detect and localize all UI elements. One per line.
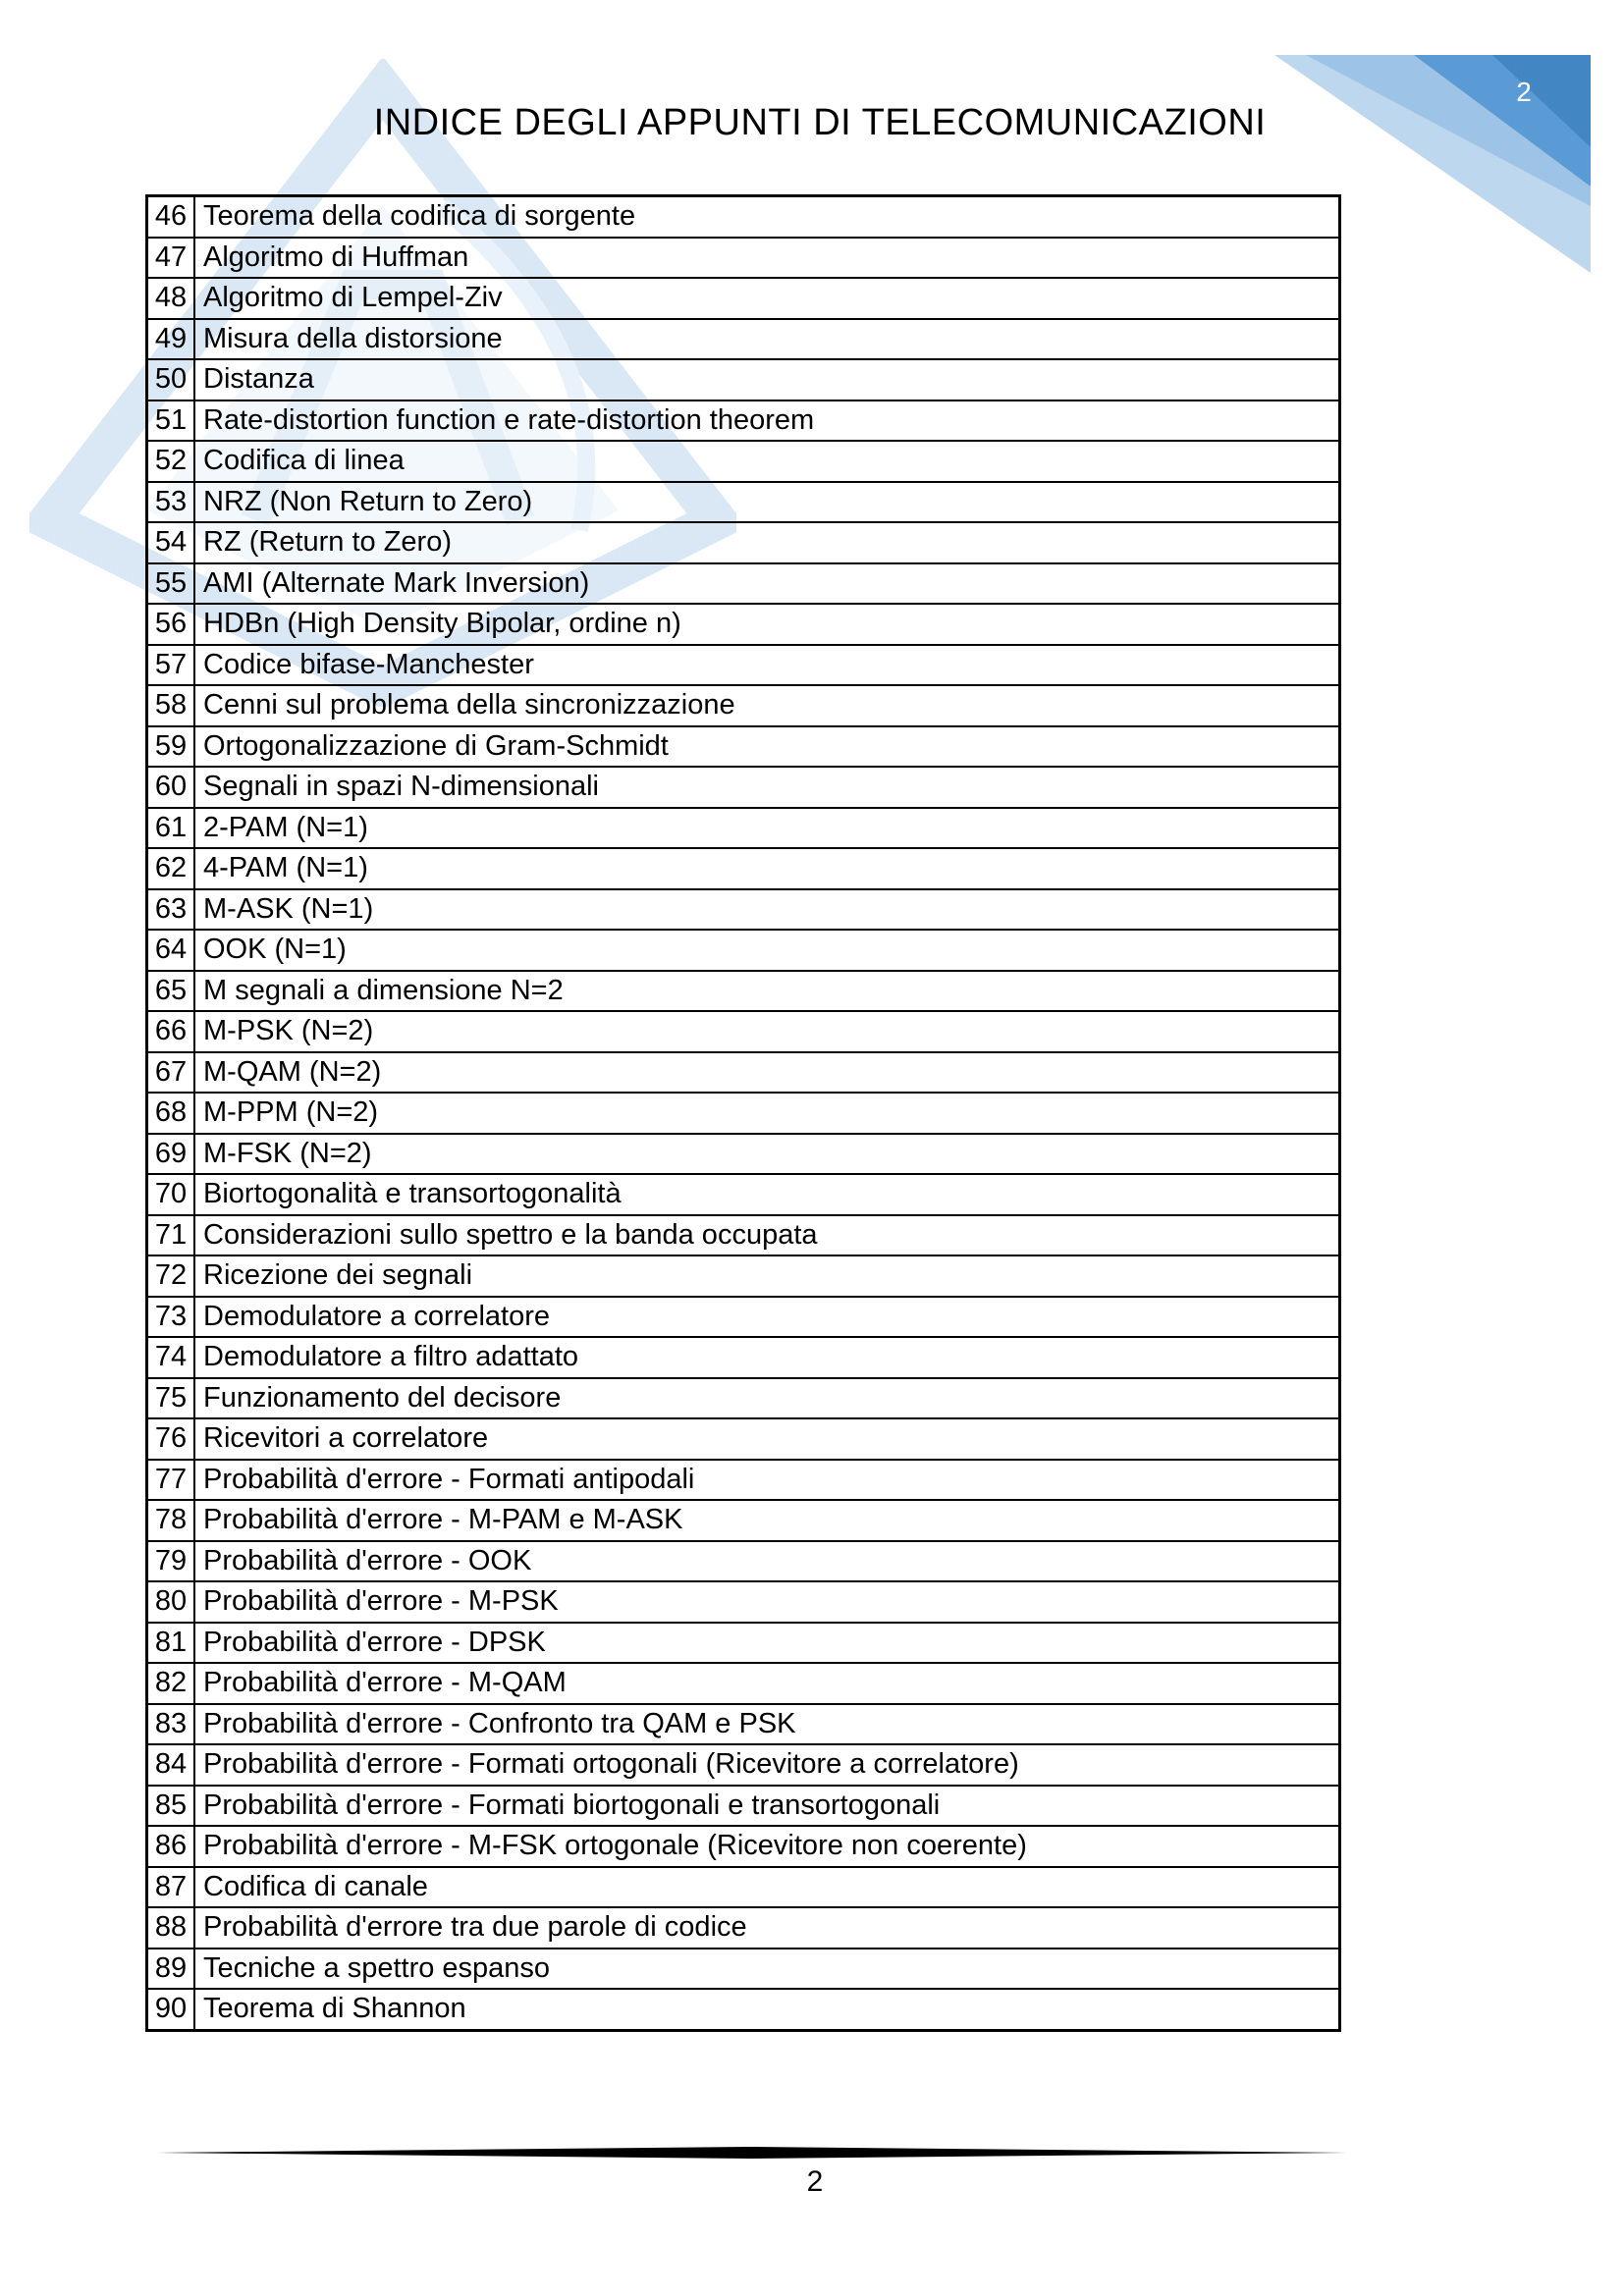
toc-row xyxy=(147,1378,1340,1419)
toc-row-number: 59 xyxy=(147,726,195,768)
toc-row xyxy=(147,1460,1340,1501)
toc-row xyxy=(147,1744,1340,1786)
footer-page-number: 2 xyxy=(806,2165,824,2198)
toc-row xyxy=(147,685,1340,726)
toc-row xyxy=(147,1704,1340,1745)
toc-row-title: Rate-distortion function e rate-distortion theorem xyxy=(194,400,1340,442)
toc-row-title: Probabilità d'errore - Confronto tra QAM e PSK xyxy=(194,1704,1340,1745)
toc-row-number: 60 xyxy=(147,767,195,808)
toc-row-title: M-PSK (N=2) xyxy=(194,1011,1340,1052)
toc-row xyxy=(147,196,1340,238)
toc-row-title: Teorema della codifica di sorgente xyxy=(194,196,1340,238)
toc-row xyxy=(147,1623,1340,1664)
toc-row-number: 54 xyxy=(147,522,195,563)
toc-row-title: Segnali in spazi N-dimensionali xyxy=(194,767,1340,808)
toc-row xyxy=(147,1826,1340,1867)
toc-row-number: 83 xyxy=(147,1704,195,1745)
toc-row xyxy=(147,1174,1340,1215)
toc-row xyxy=(147,645,1340,686)
toc-row-number: 51 xyxy=(147,400,195,442)
toc-row-number: 56 xyxy=(147,604,195,645)
toc-row-title: Probabilità d'errore - Formati antipodali xyxy=(194,1460,1340,1501)
toc-row-title: Algoritmo di Huffman xyxy=(194,238,1340,279)
toc-row-title: M-PPM (N=2) xyxy=(194,1093,1340,1134)
toc-row-title: Considerazioni sullo spettro e la banda occupata xyxy=(194,1215,1340,1256)
toc-row-number: 67 xyxy=(147,1052,195,1094)
toc-row-title: Codifica di linea xyxy=(194,441,1340,482)
toc-row-number: 78 xyxy=(147,1500,195,1541)
toc-row-number: 84 xyxy=(147,1744,195,1786)
toc-row xyxy=(147,1255,1340,1297)
toc-row xyxy=(147,1418,1340,1460)
toc-row-title: Probabilità d'errore - M-PSK xyxy=(194,1581,1340,1623)
toc-row xyxy=(147,278,1340,319)
toc-row xyxy=(147,1867,1340,1908)
toc-row xyxy=(147,1581,1340,1623)
toc-row xyxy=(147,930,1340,971)
toc-row-title: Distanza xyxy=(194,359,1340,400)
toc-row xyxy=(147,1215,1340,1256)
toc-row-number: 74 xyxy=(147,1337,195,1378)
toc-row-number: 72 xyxy=(147,1255,195,1297)
table-of-contents xyxy=(145,194,1341,2032)
toc-row-title: M-FSK (N=2) xyxy=(194,1134,1340,1175)
toc-row-number: 52 xyxy=(147,441,195,482)
toc-row-title: Probabilità d'errore tra due parole di codice xyxy=(194,1907,1340,1949)
toc-row-title: Codice bifase-Manchester xyxy=(194,645,1340,686)
toc-row xyxy=(147,441,1340,482)
toc-row xyxy=(147,848,1340,889)
toc-row-title: Probabilità d'errore - M-QAM xyxy=(194,1663,1340,1704)
toc-row xyxy=(147,482,1340,523)
toc-row-title: M-ASK (N=1) xyxy=(194,889,1340,931)
toc-row-title: HDBn (High Density Bipolar, ordine n) xyxy=(194,604,1340,645)
toc-row xyxy=(147,1297,1340,1338)
toc-row-number: 48 xyxy=(147,278,195,319)
toc-row-number: 46 xyxy=(147,196,195,238)
toc-row xyxy=(147,1500,1340,1541)
toc-row-title: Tecniche a spettro espanso xyxy=(194,1949,1340,1990)
toc-row-number: 80 xyxy=(147,1581,195,1623)
toc-row-number: 49 xyxy=(147,319,195,360)
toc-row-number: 70 xyxy=(147,1174,195,1215)
toc-row-number: 69 xyxy=(147,1134,195,1175)
toc-row xyxy=(147,400,1340,442)
toc-row-number: 62 xyxy=(147,848,195,889)
toc-row-number: 85 xyxy=(147,1786,195,1827)
toc-row xyxy=(147,1663,1340,1704)
toc-row xyxy=(147,319,1340,360)
toc-row-title: Ortogonalizzazione di Gram-Schmidt xyxy=(194,726,1340,768)
toc-row-title: AMI (Alternate Mark Inversion) xyxy=(194,563,1340,605)
toc-row-title: M-QAM (N=2) xyxy=(194,1052,1340,1094)
toc-row xyxy=(147,808,1340,849)
toc-row-number: 64 xyxy=(147,930,195,971)
toc-row-number: 61 xyxy=(147,808,195,849)
toc-row-title: Funzionamento del decisore xyxy=(194,1378,1340,1419)
toc-row-title: M segnali a dimensione N=2 xyxy=(194,971,1340,1012)
toc-row xyxy=(147,1541,1340,1582)
toc-row xyxy=(147,1907,1340,1949)
toc-row-number: 58 xyxy=(147,685,195,726)
toc-row-number: 75 xyxy=(147,1378,195,1419)
toc-row-number: 63 xyxy=(147,889,195,931)
toc-row xyxy=(147,726,1340,768)
toc-row xyxy=(147,971,1340,1012)
toc-row-number: 77 xyxy=(147,1460,195,1501)
toc-row-title: Teorema di Shannon xyxy=(194,1989,1340,2030)
toc-row-title: Probabilità d'errore - M-FSK ortogonale (Ricevitore non coerente) xyxy=(194,1826,1340,1867)
toc-row-number: 79 xyxy=(147,1541,195,1582)
toc-row xyxy=(147,563,1340,605)
toc-row-number: 53 xyxy=(147,482,195,523)
page-title: INDICE DEGLI APPUNTI DI TELECOMUNICAZIONI xyxy=(373,102,1267,143)
toc-row-title: Probabilità d'errore - Formati ortogonali (Ricevitore a correlatore) xyxy=(194,1744,1340,1786)
toc-row-number: 71 xyxy=(147,1215,195,1256)
toc-row-number: 65 xyxy=(147,971,195,1012)
toc-row xyxy=(147,1989,1340,2030)
toc-row-title: OOK (N=1) xyxy=(194,930,1340,971)
toc-row-title: Probabilità d'errore - DPSK xyxy=(194,1623,1340,1664)
footer-rule-shape xyxy=(157,2147,1347,2159)
toc-row xyxy=(147,359,1340,400)
toc-row xyxy=(147,238,1340,279)
toc-row-number: 47 xyxy=(147,238,195,279)
footer-rule xyxy=(157,2146,1347,2160)
toc-row xyxy=(147,1949,1340,1990)
toc-row xyxy=(147,1786,1340,1827)
toc-row-title: Biortogonalità e transortogonalità xyxy=(194,1174,1340,1215)
toc-row-title: 2-PAM (N=1) xyxy=(194,808,1340,849)
toc-row-number: 66 xyxy=(147,1011,195,1052)
toc-row-title: Misura della distorsione xyxy=(194,319,1340,360)
toc-row-number: 57 xyxy=(147,645,195,686)
toc-row-title: Algoritmo di Lempel-Ziv xyxy=(194,278,1340,319)
toc-row-title: Probabilità d'errore - Formati biortogonali e transortogonali xyxy=(194,1786,1340,1827)
toc-row xyxy=(147,1093,1340,1134)
toc-row-number: 68 xyxy=(147,1093,195,1134)
toc-row xyxy=(147,522,1340,563)
toc-row-title: Ricevitori a correlatore xyxy=(194,1418,1340,1460)
toc-row xyxy=(147,767,1340,808)
toc-row-title: Demodulatore a correlatore xyxy=(194,1297,1340,1338)
toc-row-number: 90 xyxy=(147,1989,195,2030)
toc-row-title: Probabilità d'errore - OOK xyxy=(194,1541,1340,1582)
toc-row-title: NRZ (Non Return to Zero) xyxy=(194,482,1340,523)
corner-page-number: 2 xyxy=(1516,77,1532,107)
toc-row-number: 55 xyxy=(147,563,195,605)
toc-body xyxy=(147,196,1340,2031)
toc-row-title: Demodulatore a filtro adattato xyxy=(194,1337,1340,1378)
toc-row xyxy=(147,1052,1340,1094)
toc-row xyxy=(147,889,1340,931)
toc-row-title: Ricezione dei segnali xyxy=(194,1255,1340,1297)
toc-row-title: Probabilità d'errore - M-PAM e M-ASK xyxy=(194,1500,1340,1541)
toc-row-number: 81 xyxy=(147,1623,195,1664)
toc-row-title: 4-PAM (N=1) xyxy=(194,848,1340,889)
toc-row-number: 86 xyxy=(147,1826,195,1867)
toc-row-number: 73 xyxy=(147,1297,195,1338)
toc-row xyxy=(147,604,1340,645)
toc-row-number: 76 xyxy=(147,1418,195,1460)
toc-row-number: 50 xyxy=(147,359,195,400)
toc-row xyxy=(147,1011,1340,1052)
toc-row-number: 87 xyxy=(147,1867,195,1908)
toc-row-number: 88 xyxy=(147,1907,195,1949)
toc-row-title: Codifica di canale xyxy=(194,1867,1340,1908)
toc-row-number: 89 xyxy=(147,1949,195,1990)
toc-row xyxy=(147,1134,1340,1175)
toc-row-title: Cenni sul problema della sincronizzazione xyxy=(194,685,1340,726)
toc-row-title: RZ (Return to Zero) xyxy=(194,522,1340,563)
toc-row-number: 82 xyxy=(147,1663,195,1704)
toc-row xyxy=(147,1337,1340,1378)
